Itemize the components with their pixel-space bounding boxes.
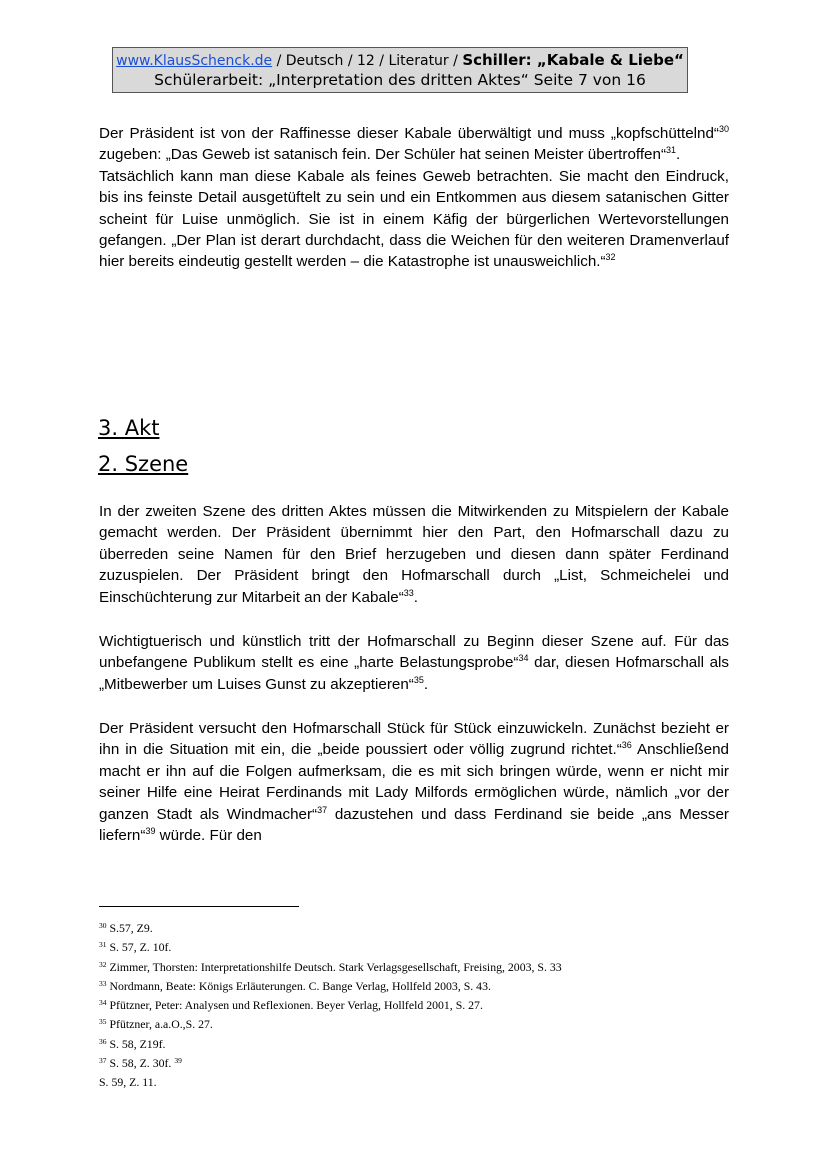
footnote-text: S. 57, Z. 10f. xyxy=(106,940,172,955)
footnote-item xyxy=(99,958,739,977)
footnote-number: 35 xyxy=(99,1017,107,1027)
para3-text: . xyxy=(413,588,419,606)
footnote-item xyxy=(99,1035,739,1054)
header-path: / Deutsch / 12 / Literatur / xyxy=(272,53,463,69)
footnote-divider xyxy=(99,906,299,907)
para4-text: dar, diesen Hofmarschall als „Mitbewerber um Luises Gunst zu akzeptieren“ xyxy=(99,654,730,693)
footnote-number: 31 xyxy=(99,940,107,950)
para1-text: zugeben: „Das Geweb ist satanisch fein. Der Schüler hat seinen Meister übertroffen“ xyxy=(99,146,667,164)
para2-text: Tatsächlich kann man diese Kabale als feines Geweb betrachten. Sie macht den Eindruck, bis ins feinste Detail ausgetüftelt zu sein und ein Entkommen aus diesem satanischen Gitter scheint für Luise unmöglich. Sie ist in einem Käfig der bürgerlichen Wertevorstellungen gefangen. „Der Plan ist derart durchdacht, dass die Weichen für den weiteren Dramenverlauf hier bereits eindeutig gestellt werden – die Katastrophe ist unausweichlich.“ xyxy=(99,167,729,271)
para5-text: Der Präsident versucht den Hofmarschall Stück für Stück einzuwickeln. Zunächst bezieht er ihn in die Situation mit ein, die „beide poussiert oder völlig zugrund richtet.“ xyxy=(99,720,729,759)
footnote-text: S. 58, Z. 30f. xyxy=(106,1056,175,1071)
footnote-ref-37: 37 xyxy=(317,804,328,815)
para5-text: Anschließend macht er ihn auf die Folgen aufmerksam, die es mit sich bringen würde, wenn er nicht mir seiner Hilfe eine Heirat Ferdinands mit Lady Milfords ermöglichen würde, nämlich „vor der ganzen Stadt als Windmacher“ xyxy=(99,741,729,823)
header-title: Schiller: „Kabale & Liebe“ xyxy=(462,51,684,69)
para3-text: In der zweiten Szene des dritten Aktes müssen die Mitwirkenden zu Mitspielern der Kabale gemacht werden. Der Präsident übernimmt hier den Part, den Hofmarschall dazu zu überreden seine Namen für den Brief herzugeben und diesen dann später Ferdinand zuzuspielen. Der Präsident bringt den Hofmarschall durch „List, Schmeichelei und Einschüchterung zur Mitarbeit an der Kabale“ xyxy=(99,503,729,606)
footnote-number: 39 xyxy=(174,1056,182,1066)
footnote-text: Pfützner, a.a.O.,S. 27. xyxy=(106,1017,213,1032)
para4-text: . xyxy=(423,675,429,693)
paragraph-1 xyxy=(99,123,729,273)
footnote-text: Pfützner, Peter: Analysen und Reflexionen. Beyer Verlag, Hollfeld 2001, S. 27. xyxy=(106,998,483,1013)
paragraph-4 xyxy=(99,631,729,695)
footnote-item xyxy=(99,919,739,938)
footnote-text: S. 59, Z. 11. xyxy=(99,1075,157,1090)
footnote-text: S. 58, Z19f. xyxy=(106,1036,166,1051)
para1-text: Der Präsident ist von der Raffinesse dieser Kabale überwältigt und muss „kopfschüttelnd“ xyxy=(99,125,719,142)
footnote-ref-35: 35 xyxy=(413,674,424,685)
footnote-number: 32 xyxy=(99,959,107,969)
footnotes xyxy=(99,919,739,1093)
heading-szene: 2. Szene xyxy=(98,452,189,476)
para5-text: würde. Für den xyxy=(155,827,262,845)
paragraph-5 xyxy=(99,718,729,846)
heading-akt: 3. Akt xyxy=(98,416,160,440)
footnote-item xyxy=(99,996,739,1015)
footnote-item xyxy=(99,938,739,957)
footnote-ref-31: 31 xyxy=(666,145,677,156)
footnote-text: Zimmer, Thorsten: Interpretationshilfe Deutsch. Stark Verlagsgesellschaft, Freising, 2003, S. 33 xyxy=(106,959,562,974)
footnote-item xyxy=(99,1054,739,1073)
footnote-item xyxy=(99,1015,739,1034)
footnote-text: S.57, Z9. xyxy=(106,921,153,935)
footnote-number: 30 xyxy=(99,921,107,930)
footnote-number: 37 xyxy=(99,1056,107,1066)
footnote-ref-36: 36 xyxy=(621,740,632,751)
footnote-item xyxy=(99,977,739,996)
para5-text: dazustehen und dass Ferdinand sie beide „ans Messer liefern“ xyxy=(99,805,729,845)
footnote-number: 33 xyxy=(99,978,107,988)
footnote-text: Nordmann, Beate: Königs Erläuterungen. C. Bange Verlag, Hollfeld 2003, S. 43. xyxy=(106,978,491,993)
footnote-number: 36 xyxy=(99,1036,107,1046)
para1-text: . xyxy=(676,146,681,164)
header-subtitle: Schülerarbeit: „Interpretation des dritten Aktes“ Seite 7 von 16 xyxy=(154,71,646,89)
footnote-ref-34: 34 xyxy=(518,653,529,664)
para4-text: Wichtigtuerisch und künstlich tritt der Hofmarschall zu Beginn dieser Szene auf. Für das unbefangene Publikum stellt es eine „harte Belastungsprobe“ xyxy=(99,633,729,672)
footnote-ref-39: 39 xyxy=(145,826,156,837)
footnote-ref-32: 32 xyxy=(605,252,616,263)
page-header xyxy=(112,47,688,93)
header-breadcrumb xyxy=(113,51,687,70)
site-link[interactable]: www.KlausSchenck.de xyxy=(116,53,273,69)
footnote-ref-33: 33 xyxy=(403,587,414,598)
paragraph-3 xyxy=(99,501,729,608)
footnote-number: 34 xyxy=(99,998,107,1008)
footnote-ref-30: 30 xyxy=(718,124,729,134)
footnote-item xyxy=(99,1073,739,1092)
